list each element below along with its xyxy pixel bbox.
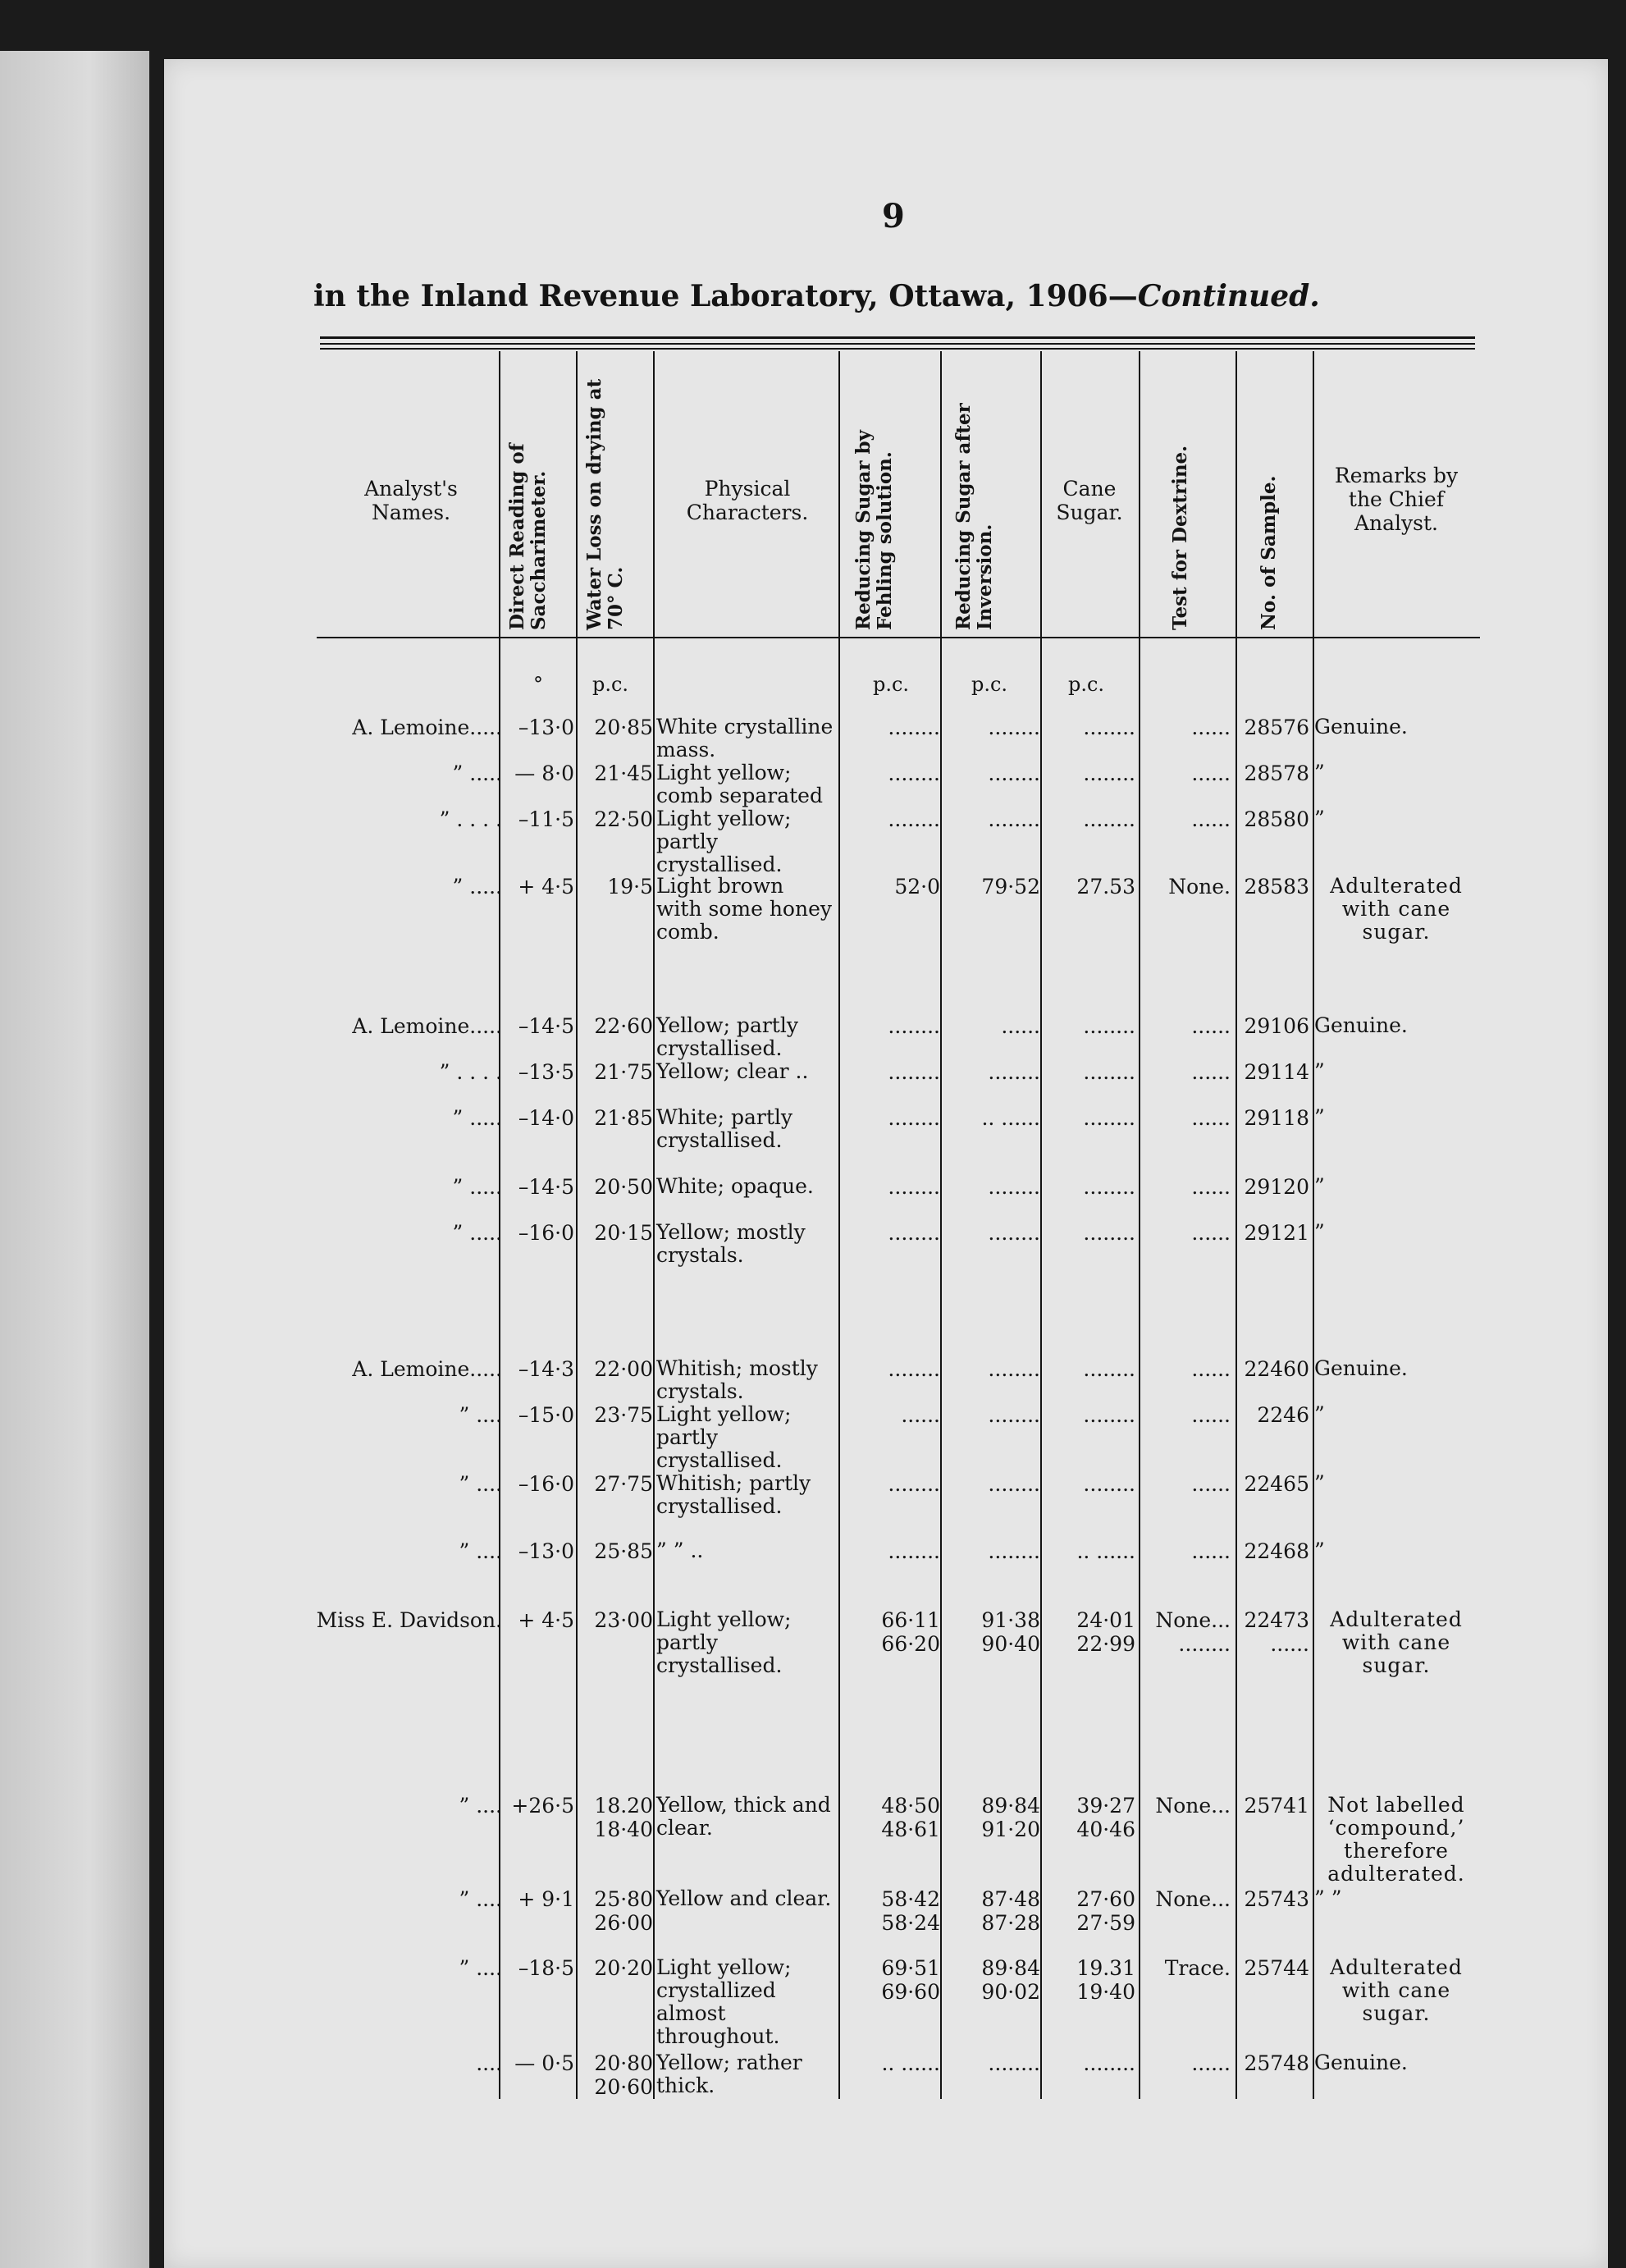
cell-rs-fehling: 48·50 48·61 <box>881 1794 940 1841</box>
cell-rs-fehling: ........ <box>888 1357 940 1381</box>
cell-sample: 25743 <box>1244 1887 1309 1911</box>
cell-cane: ........ <box>1083 1106 1135 1130</box>
cell-rs-fehling: ...... <box>901 1403 940 1427</box>
cell-physical: Yellow; rather thick. <box>656 2051 802 2097</box>
cell-direct: –14·0 <box>518 1106 574 1130</box>
facing-page-edge <box>0 51 149 2268</box>
cell-rs-fehling: 69·51 69·60 <box>881 1956 940 2004</box>
cell-remarks: ” <box>1314 1174 1325 1198</box>
cell-direct: –18·5 <box>518 1956 574 1980</box>
cell-direct: + 4·5 <box>518 875 574 899</box>
cell-dextrine: ...... <box>1191 1221 1231 1245</box>
cell-dextrine: ...... <box>1191 1472 1231 1496</box>
cell-sample: 29106 <box>1244 1014 1309 1038</box>
cell-cane: ........ <box>1083 2051 1135 2075</box>
cell-dextrine: ...... <box>1191 1403 1231 1427</box>
cell-cane: ........ <box>1083 1060 1135 1084</box>
cell-water: 21·85 <box>594 1106 653 1130</box>
cell-remarks: Genuine. <box>1314 715 1408 738</box>
cell-dextrine: ...... <box>1191 716 1231 739</box>
cell-rs-inversion: ........ <box>988 761 1040 785</box>
cell-name: ” .... <box>459 1956 502 1980</box>
cell-cane: 19.31 19·40 <box>1076 1956 1135 2004</box>
cell-rs-inversion: .. ...... <box>981 1106 1040 1130</box>
cell-sample: 22468 <box>1244 1539 1309 1563</box>
cell-rs-fehling: ........ <box>888 1106 940 1130</box>
cell-physical: Whitish; mostly crystals. <box>656 1356 818 1403</box>
cell-cane: 27.53 <box>1076 875 1135 899</box>
cell-remarks: Not labelled ‘compound,’ therefore adulterated. <box>1327 1793 1465 1886</box>
cell-dextrine: ...... <box>1191 761 1231 785</box>
cell-water: 20·85 <box>594 716 653 739</box>
cell-name: ” .... <box>459 1539 502 1563</box>
cell-direct: –15·0 <box>518 1403 574 1427</box>
cell-physical: Yellow; clear .. <box>656 1059 809 1083</box>
cell-rs-fehling: ........ <box>888 1221 940 1245</box>
page-number: 9 <box>882 197 905 235</box>
cell-rs-inversion: ........ <box>988 1060 1040 1084</box>
cell-direct: –13·0 <box>518 1539 574 1563</box>
cell-cane: ........ <box>1083 1221 1135 1245</box>
page-title <box>313 279 1320 313</box>
cell-rs-fehling: ........ <box>888 807 940 831</box>
title-prefix: in the Inland Revenue Laboratory, Ottawa, 1906— <box>313 279 1138 313</box>
cell-dextrine: ...... <box>1191 1539 1231 1563</box>
cell-cane: ........ <box>1083 1014 1135 1038</box>
cell-name: ” .... <box>459 1887 502 1911</box>
cell-rs-inversion: ........ <box>988 1539 1040 1563</box>
cell-physical: Yellow and clear. <box>656 1886 832 1910</box>
cell-physical: Light brown with some honey comb. <box>656 874 832 944</box>
cell-cane: .. ...... <box>1076 1539 1135 1563</box>
cell-sample: 25741 <box>1244 1794 1309 1818</box>
cell-rs-fehling: 52·0 <box>894 875 940 899</box>
cell-rs-fehling: ........ <box>888 1060 940 1084</box>
cell-direct: +26·5 <box>511 1794 574 1818</box>
cell-water: 22·60 <box>594 1014 653 1038</box>
cell-direct: + 9·1 <box>518 1887 574 1911</box>
cell-water: 20·20 <box>594 1956 653 1980</box>
cell-water: 20·80 20·60 <box>594 2051 653 2099</box>
cell-rs-fehling: ........ <box>888 716 940 739</box>
cell-name: Miss E. Davidson. <box>316 1608 502 1632</box>
cell-rs-fehling: 58·42 58·24 <box>881 1887 940 1935</box>
cell-sample: 28583 <box>1244 875 1309 899</box>
cell-remarks: Adulterated with cane sugar. <box>1330 1955 1463 2025</box>
unit-reducing-sugar-inversion: p.c. <box>971 673 1008 696</box>
cell-physical: Yellow, thick and clear. <box>656 1793 831 1840</box>
cell-sample: 22473 ...... <box>1244 1608 1309 1656</box>
cell-direct: –16·0 <box>518 1221 574 1245</box>
cell-physical: Light yellow; partly crystallised. <box>656 807 792 876</box>
cell-dextrine: ...... <box>1191 1357 1231 1381</box>
cell-physical: Light yellow; partly crystallised. <box>656 1607 792 1677</box>
cell-rs-inversion: ...... <box>1001 1014 1040 1038</box>
header-cane-sugar: Cane Sugar. <box>1056 477 1123 524</box>
top-rule <box>320 336 1475 339</box>
cell-rs-inversion: ........ <box>988 1221 1040 1245</box>
cell-remarks: Genuine. <box>1314 2051 1408 2074</box>
cell-physical: Light yellow; partly crystallised. <box>656 1402 792 1472</box>
cell-water: 19·5 <box>607 875 653 899</box>
cell-cane: ........ <box>1083 761 1135 785</box>
cell-cane: 24·01 22·99 <box>1076 1608 1135 1656</box>
cell-sample: 22460 <box>1244 1357 1309 1381</box>
cell-remarks: ” <box>1314 1059 1325 1083</box>
cell-rs-inversion: 91·38 90·40 <box>981 1608 1040 1656</box>
cell-sample: 29118 <box>1244 1106 1309 1130</box>
cell-cane: ........ <box>1083 716 1135 739</box>
top-rule-2 <box>320 343 1475 345</box>
cell-water: 20·50 <box>594 1175 653 1199</box>
cell-remarks: ” <box>1314 761 1325 784</box>
cell-name: ” .... <box>459 1403 502 1427</box>
cell-remarks: Adulterated with cane sugar. <box>1330 874 1463 944</box>
header-water-loss: Water Loss on drying at 70° C. <box>583 378 627 630</box>
cell-name: A. Lemoine..... <box>352 716 502 739</box>
cell-sample: 2246 <box>1257 1403 1309 1427</box>
cell-name: A. Lemoine..... <box>352 1357 502 1381</box>
cell-rs-fehling: 66·11 66·20 <box>881 1608 940 1656</box>
title-continued: Continued. <box>1137 279 1320 313</box>
header-dextrine: Test for Dextrine. <box>1169 445 1191 630</box>
cell-rs-fehling: ........ <box>888 761 940 785</box>
cell-cane: 27·60 27·59 <box>1076 1887 1135 1935</box>
cell-rs-inversion: ........ <box>988 1357 1040 1381</box>
cell-rs-inversion: 89·84 90·02 <box>981 1956 1040 2004</box>
cell-sample: 28580 <box>1244 807 1309 831</box>
cell-rs-inversion: ........ <box>988 807 1040 831</box>
cell-sample: 25744 <box>1244 1956 1309 1980</box>
cell-rs-inversion: 87·48 87·28 <box>981 1887 1040 1935</box>
cell-dextrine: ...... <box>1191 2051 1231 2075</box>
top-rule-3 <box>320 348 1475 350</box>
cell-remarks: Genuine. <box>1314 1356 1408 1380</box>
unit-water-loss: p.c. <box>592 673 629 696</box>
cell-remarks: ” ” <box>1314 1886 1342 1910</box>
cell-dextrine: None... <box>1155 1794 1231 1818</box>
cell-water: 22·50 <box>594 807 653 831</box>
cell-rs-fehling: ........ <box>888 1472 940 1496</box>
cell-water: 25·85 <box>594 1539 653 1563</box>
col-line-5 <box>940 351 942 2099</box>
cell-water: 20·15 <box>594 1221 653 1245</box>
cell-cane: ........ <box>1083 1403 1135 1427</box>
cell-remarks: ” <box>1314 1402 1325 1426</box>
cell-physical: Yellow; mostly crystals. <box>656 1220 806 1267</box>
cell-dextrine: ...... <box>1191 1014 1231 1038</box>
cell-remarks: Adulterated with cane sugar. <box>1330 1607 1463 1677</box>
header-reducing-sugar-inversion: Reducing Sugar after Inversion. <box>952 403 996 630</box>
cell-sample: 29114 <box>1244 1060 1309 1084</box>
unit-direct-reading: ° <box>533 673 543 696</box>
cell-cane: ........ <box>1083 1472 1135 1496</box>
cell-physical: ” ” .. <box>656 1539 704 1562</box>
cell-sample: 29121 <box>1244 1221 1309 1245</box>
cell-direct: –14·3 <box>518 1357 574 1381</box>
cell-water: 18.20 18·40 <box>594 1794 653 1841</box>
cell-cane: ........ <box>1083 1175 1135 1199</box>
col-line-6 <box>1040 351 1042 2099</box>
cell-sample: 29120 <box>1244 1175 1309 1199</box>
cell-physical: White; opaque. <box>656 1174 814 1198</box>
cell-name: ” . . . . <box>439 807 502 831</box>
cell-physical: Whitish; partly crystallised. <box>656 1471 811 1518</box>
cell-sample: 25748 <box>1244 2051 1309 2075</box>
cell-direct: — 0·5 <box>514 2051 574 2075</box>
cell-remarks: ” <box>1314 1220 1325 1244</box>
cell-dextrine: None... <box>1155 1887 1231 1911</box>
cell-name: ” ..... <box>452 1175 502 1199</box>
cell-water: 21·45 <box>594 761 653 785</box>
cell-sample: 28578 <box>1244 761 1309 785</box>
cell-cane: ........ <box>1083 807 1135 831</box>
cell-dextrine: ...... <box>1191 1060 1231 1084</box>
unit-reducing-sugar-fehling: p.c. <box>873 673 910 696</box>
col-line-3 <box>653 351 655 2099</box>
cell-direct: –14·5 <box>518 1014 574 1038</box>
cell-rs-inversion: 79·52 <box>981 875 1040 899</box>
cell-remarks: ” <box>1314 1105 1325 1129</box>
cell-water: 25·80 26·00 <box>594 1887 653 1935</box>
cell-water: 23·75 <box>594 1403 653 1427</box>
cell-water: 22·00 <box>594 1357 653 1381</box>
cell-rs-fehling: ........ <box>888 1539 940 1563</box>
header-physical: Physical Characters. <box>686 477 809 524</box>
cell-remarks: ” <box>1314 1539 1325 1562</box>
cell-name: ” ..... <box>452 761 502 785</box>
cell-dextrine: ...... <box>1191 1175 1231 1199</box>
cell-rs-inversion: ........ <box>988 1403 1040 1427</box>
cell-name: ” ..... <box>452 1106 502 1130</box>
cell-rs-inversion: 89·84 91·20 <box>981 1794 1040 1841</box>
cell-dextrine: Trace. <box>1164 1956 1231 1980</box>
cell-name: ” ..... <box>452 1221 502 1245</box>
header-analyst: Analyst's Names. <box>364 477 458 524</box>
header-remarks: Remarks by the Chief Analyst. <box>1334 464 1459 535</box>
header-reducing-sugar-fehling: Reducing Sugar by Fehling solution. <box>852 430 896 630</box>
cell-remarks: Genuine. <box>1314 1013 1408 1037</box>
header-direct-reading: Direct Reading of Saccharimeter. <box>506 443 550 630</box>
cell-direct: + 4·5 <box>518 1608 574 1632</box>
cell-name: .... <box>476 2051 502 2075</box>
cell-water: 27·75 <box>594 1472 653 1496</box>
col-line-4 <box>838 351 840 2099</box>
header-rule <box>317 637 1480 638</box>
cell-physical: Light yellow; crystallized almost throughout. <box>656 1955 792 2048</box>
header-sample-no: No. of Sample. <box>1258 475 1280 630</box>
cell-rs-fehling: .. ...... <box>881 2051 940 2075</box>
cell-name: A. Lemoine..... <box>352 1014 502 1038</box>
cell-physical: White crystalline mass. <box>656 715 834 761</box>
cell-dextrine: ...... <box>1191 1106 1231 1130</box>
cell-direct: –13·0 <box>518 716 574 739</box>
cell-remarks: ” <box>1314 807 1325 830</box>
cell-water: 23·00 <box>594 1608 653 1632</box>
cell-direct: –13·5 <box>518 1060 574 1084</box>
cell-rs-fehling: ........ <box>888 1175 940 1199</box>
cell-cane: 39·27 40·46 <box>1076 1794 1135 1841</box>
cell-name: ” .... <box>459 1472 502 1496</box>
cell-physical: Light yellow; comb separated <box>656 761 823 807</box>
cell-name: ” ..... <box>452 875 502 899</box>
cell-rs-inversion: ........ <box>988 1472 1040 1496</box>
cell-cane: ........ <box>1083 1357 1135 1381</box>
col-line-2 <box>576 351 578 2099</box>
cell-remarks: ” <box>1314 1471 1325 1495</box>
cell-dextrine: None. <box>1168 875 1231 899</box>
cell-physical: White; partly crystallised. <box>656 1105 793 1152</box>
cell-rs-inversion: ........ <box>988 2051 1040 2075</box>
cell-sample: 22465 <box>1244 1472 1309 1496</box>
cell-dextrine: ...... <box>1191 807 1231 831</box>
cell-dextrine: None... ........ <box>1155 1608 1231 1656</box>
cell-rs-fehling: ........ <box>888 1014 940 1038</box>
cell-name: ” . . . . <box>439 1060 502 1084</box>
cell-direct: — 8·0 <box>514 761 574 785</box>
cell-name: ” .... <box>459 1794 502 1818</box>
cell-water: 21·75 <box>594 1060 653 1084</box>
cell-sample: 28576 <box>1244 716 1309 739</box>
cell-physical: Yellow; partly crystallised. <box>656 1013 798 1060</box>
cell-direct: –16·0 <box>518 1472 574 1496</box>
cell-direct: –14·5 <box>518 1175 574 1199</box>
unit-cane-sugar: p.c. <box>1068 673 1105 696</box>
cell-direct: –11·5 <box>518 807 574 831</box>
cell-rs-inversion: ........ <box>988 1175 1040 1199</box>
cell-rs-inversion: ........ <box>988 716 1040 739</box>
